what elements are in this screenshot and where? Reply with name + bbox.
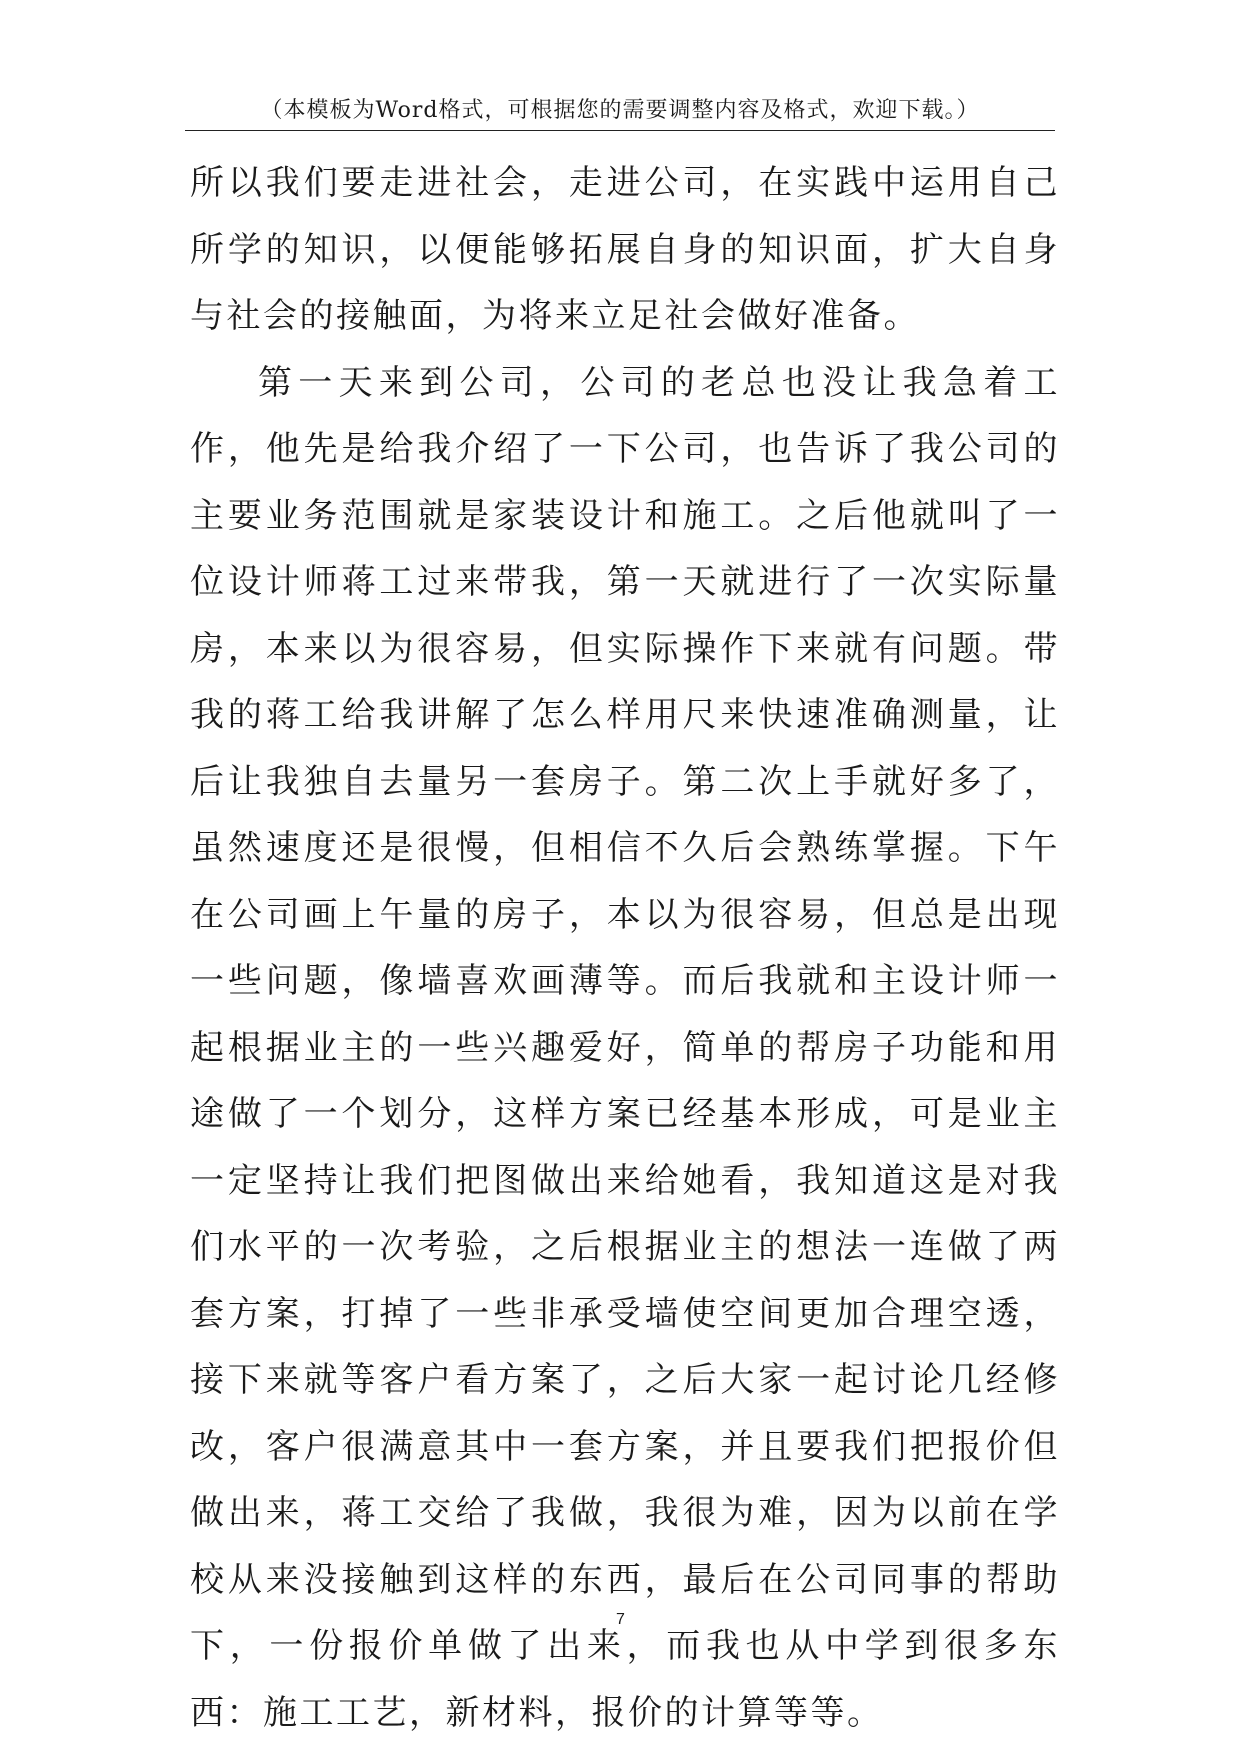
paragraph-first-day: 第一天来到公司，公司的老总也没让我急着工作，他先是给我介绍了一下公司，也告诉了我公司的主要业务范围就是家装设计和施工。之后他就叫了一位设计师蒋工过来带我，第一天就进行了一次实际量房，本来以为很容易，但实际操作下来就有问题。带我的蒋工给我讲解了怎么样用尺来快速准确测量，让后让我独自去量另一套房子。第二次上手就好多了，虽然速度还是很慢，但相信不久后会熟练掌握。下午在公司画上午量的房子，本以为很容易，但总是出现一些问题，像墙喜欢画薄等。而后我就和主设计师一起根据业主的一些兴趣爱好，简单的帮房子功能和用途做了一个划分，这样方案已经基本形成，可是业主一定坚持让我们把图做出来给她看，我知道这是对我们水平的一次考验，之后根据业主的想法一连做了两套方案，打掉了一些非承受墙使空间更加合理空透，接下来就等客户看方案了，之后大家一起讨论几经修改，客户很满意其中一套方案，并且要我们把报价但做出来，蒋工交给了我做，我很为难，因为以前在学校从来没接触到这样的东西，最后在公司同事的帮助下，一份报价单做了出来，而我也从中学到很多东西：施工工艺，新材料，报价的计算等等。 [190,362,1060,1733]
template-header-note: （本模板为Word格式，可根据您的需要调整内容及格式，欢迎下载。） [260,98,980,123]
document-body [190,150,1060,1746]
page-number: 7 [616,1611,625,1628]
header-divider [185,130,1055,131]
paragraph-continued: 所以我们要走进社会，走进公司，在实践中运用自己所学的知识，以便能够拓展自身的知识面，扩大自身与社会的接触面，为将来立足社会做好准备。 [190,163,1060,336]
